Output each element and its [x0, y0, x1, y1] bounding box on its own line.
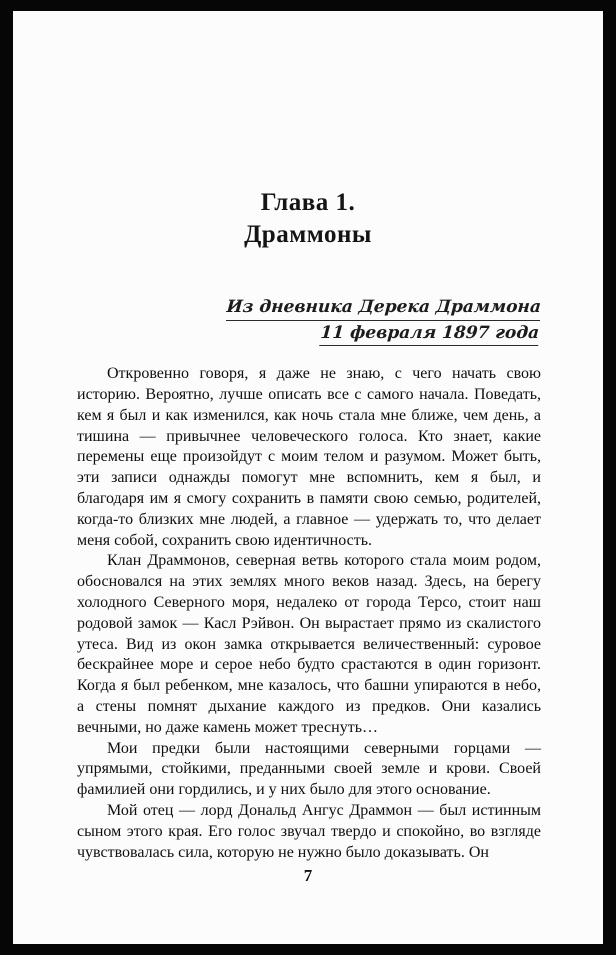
body-text	[13, 364, 603, 863]
chapter-title	[13, 11, 603, 251]
paragraph-2: Клан Драммонов, северная ветвь которого стала моим родом, обосновался на этих землях много веков назад. Здесь, на берегу холодного Северного моря, недалеко от города Терсо, стоит наш родовой замок — Касл Рэйвон. Он вырастает прямо из скалистого утеса. Вид из окон замка открывается величественный: суровое бескрайнее море и серое небо будто срастаются в один горизонт. Когда я был ребенком, мне казалось, что башни упираются в небо, а стены помнят дыхание каждого из предков. Они казались вечными, но даже камень может треснуть…	[77, 552, 541, 736]
paragraph-1: Откровенно говоря, я даже не знаю, с чего начать свою историю. Вероятно, лучше описать все с самого начала. Поведать, кем я был и как изменился, как ночь стала мне ближе, чем день, а тишина — привычнее человеческого голоса. Кто знает, какие перемены еще произойдут с моим телом и разумом. Может быть, эти записи однажды помогут мне вспомнить, кем я был, и благодаря им я смогу сохранить в памяти свою семью, родителей, когда-то близких мне людей, а главное — удержать то, что делает меня собой, сохранить свою идентичность.	[77, 365, 541, 549]
epigraph	[13, 295, 603, 346]
epigraph-source-line: Из дневника Дерека Драммона	[226, 295, 542, 321]
paragraph-3: Мои предки были настоящими северными горцами — упрямыми, стойкими, преданными своей земле и крови. Своей фамилией они гордились, и у них было для этого основание.	[77, 739, 541, 799]
paragraph-4: Мой отец — лорд Дональд Ангус Драммон — был истинным сыном этого края. Его голос звучал твердо и спокойно, во взгляде чувствовалась сила, которую не нужно было доказывать. Он	[77, 802, 541, 861]
book-page	[13, 11, 603, 944]
page-number: 7	[303, 866, 313, 885]
chapter-number: Глава 1.	[260, 189, 356, 216]
epigraph-date-line: 11 февраля 1897 года	[320, 321, 540, 347]
chapter-name: Драммоны	[244, 221, 372, 248]
